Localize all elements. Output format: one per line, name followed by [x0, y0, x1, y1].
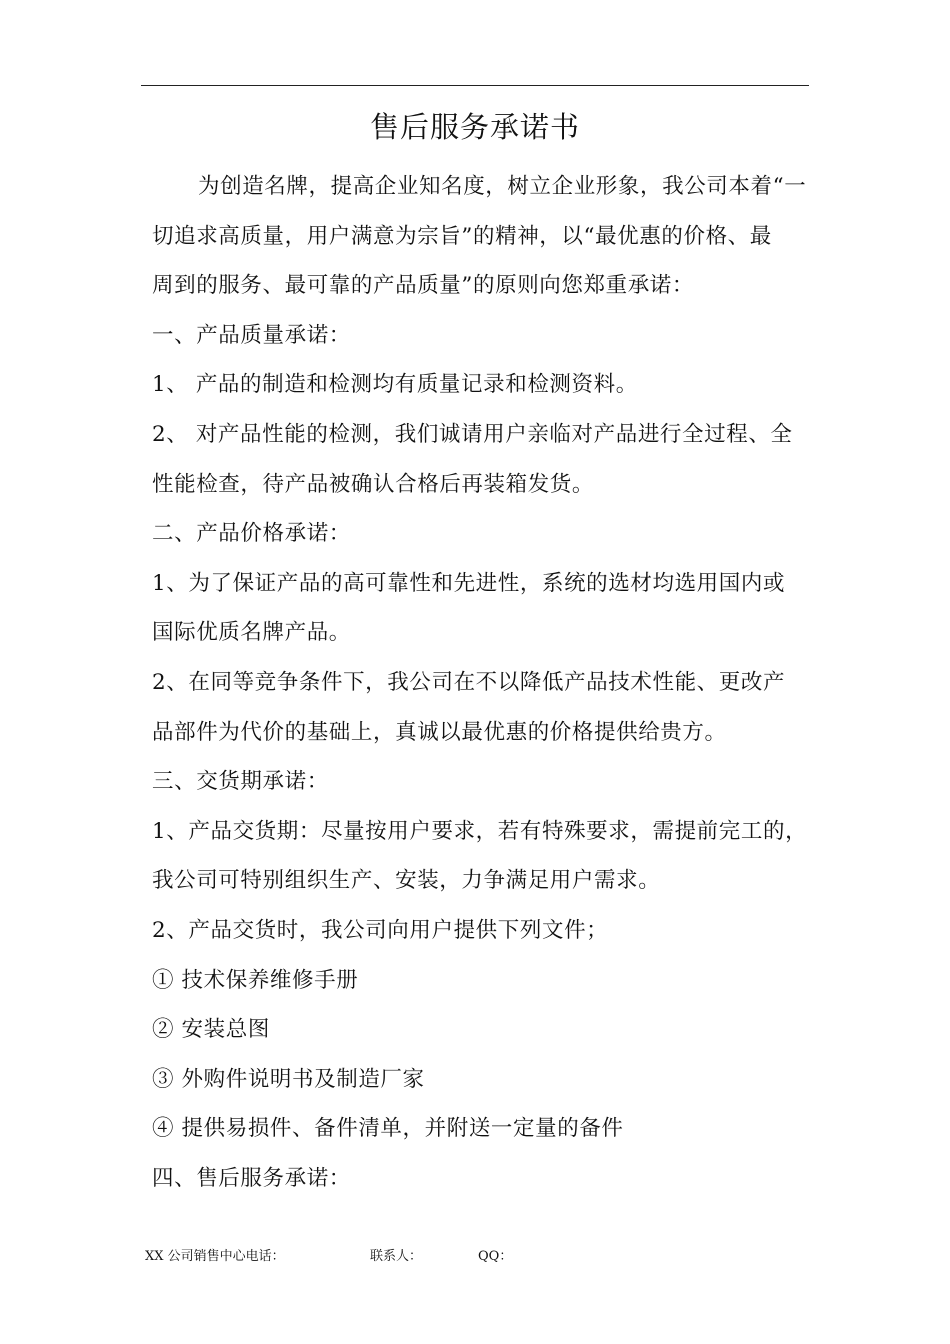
- section-heading-quality: 一、产品质量承诺：: [152, 323, 351, 348]
- quality-item-2: 2、 对产品性能的检测，我们诚请用户亲临对产品进行全过程、全: [152, 422, 793, 447]
- body-line-1: 为创造名牌，提高企业知名度，树立企业形象，我公司本着“一: [198, 174, 807, 199]
- document-list-item-3: ③ 外购件说明书及制造厂家: [152, 1067, 425, 1092]
- quality-item-2-cont: 性能检查，待产品被确认合格后再装箱发货。: [152, 472, 595, 497]
- price-item-2-cont: 品部件为代价的基础上，真诚以最优惠的价格提供给贵方。: [152, 720, 727, 745]
- body-line-3: 周到的服务、最可靠的产品质量”的原则向您郑重承诺：: [152, 273, 694, 298]
- price-item-1: 1、为了保证产品的高可靠性和先进性，系统的选材均选用国内或: [152, 571, 786, 596]
- section-heading-service: 四、售后服务承诺：: [152, 1166, 351, 1191]
- quality-item-1: 1、 产品的制造和检测均有质量记录和检测资料。: [152, 372, 638, 397]
- document-list-item-2: ② 安装总图: [152, 1017, 270, 1042]
- delivery-item-1: 1、产品交货期：尽量按用户要求，若有特殊要求，需提前完工的，: [152, 819, 808, 844]
- document-list-item-4: ④ 提供易损件、备件清单，并附送一定量的备件: [152, 1116, 624, 1141]
- document-list-item-1: ① 技术保养维修手册: [152, 968, 359, 993]
- delivery-item-2: 2、产品交货时，我公司向用户提供下列文件；: [152, 918, 609, 943]
- footer-qq-label: QQ：: [478, 1249, 513, 1264]
- footer-phone-label: XX 公司销售中心电话：: [145, 1249, 285, 1264]
- header-rule: [141, 85, 809, 86]
- price-item-1-cont: 国际优质名牌产品。: [152, 620, 351, 645]
- price-item-2: 2、在同等竞争条件下，我公司在不以降低产品技术性能、更改产: [152, 670, 786, 695]
- section-heading-price: 二、产品价格承诺：: [152, 521, 351, 546]
- footer-contact-label: 联系人：: [370, 1249, 423, 1264]
- delivery-item-1-cont: 我公司可特别组织生产、安装，力争满足用户需求。: [152, 868, 661, 893]
- body-line-2: 切追求高质量，用户满意为宗旨”的精神，以“最优惠的价格、最: [152, 224, 772, 249]
- section-heading-delivery: 三、交货期承诺：: [152, 769, 329, 794]
- document-title: 售后服务承诺书: [369, 110, 580, 144]
